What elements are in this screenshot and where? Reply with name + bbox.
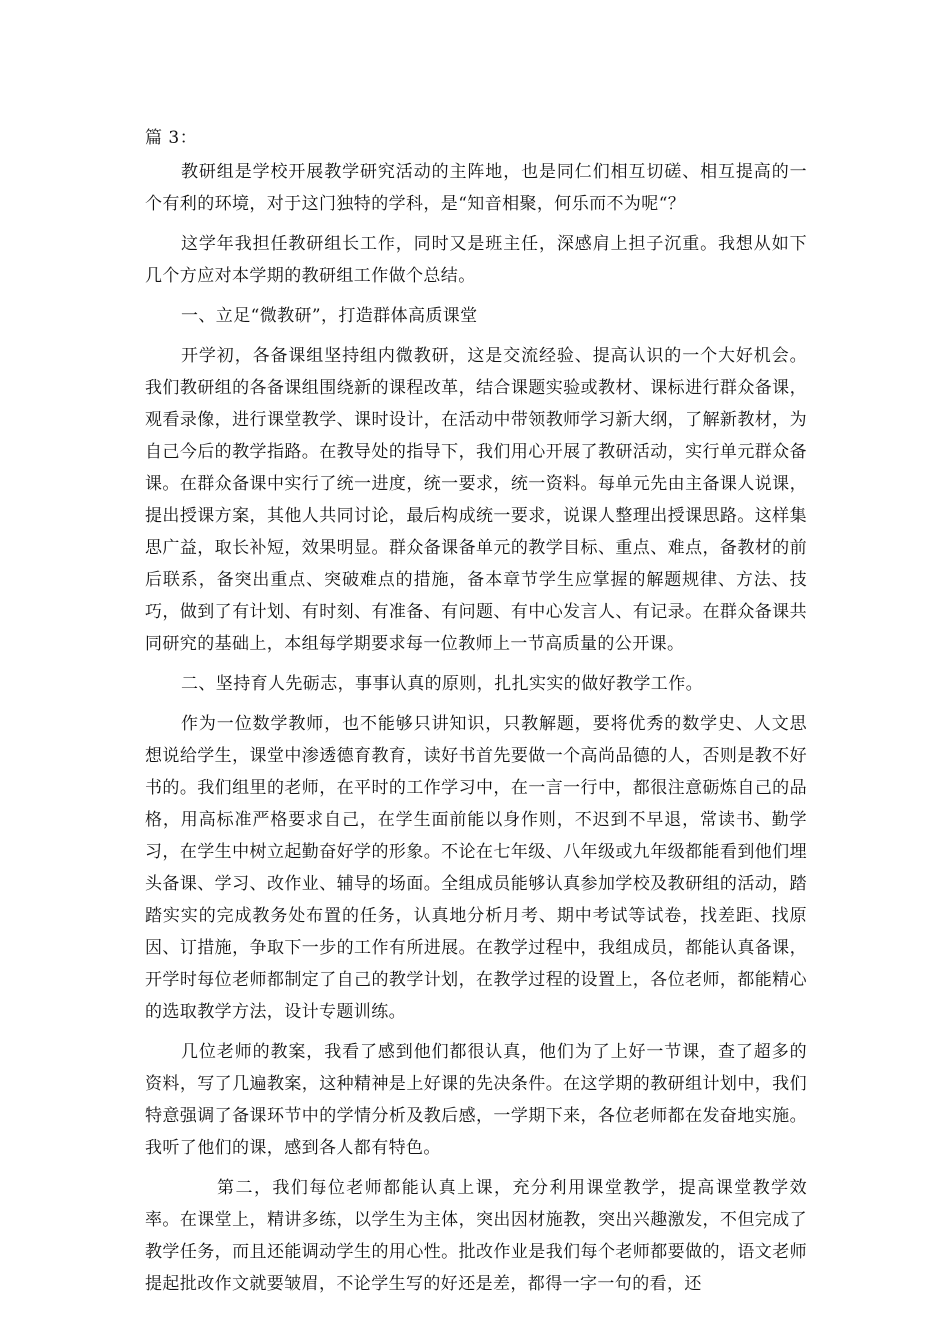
subheading-one: 一、立足“微教研”，打造群体高质课堂 [181, 306, 478, 326]
subheading-two: 二、坚持育人先砺志，事事认真的原则，扎扎实实的做好教学工作。 [181, 674, 703, 694]
paragraph-lesson-plans: 几位老师的教案，我看了感到他们都很认真，他们为了上好一节课，查了超多的资料，写了几遍教案，这种精神是上好课的先决条件。在这学期的教研组计划中，我们特意强调了备课环节中的学情分析及教后感，一学期下来，各位老师都在发奋地实施。我听了他们的课，感到各人都有特色。 [145, 1042, 807, 1158]
paragraph-intro: 教研组是学校开展教学研究活动的主阵地，也是同仁们相互切磋、相互提高的一个有利的环境，对于这门独特的学科，是“知音相聚，何乐而不为呢“？ [145, 162, 807, 214]
section-heading: 篇 3： [145, 128, 198, 148]
paragraph-micro-research: 开学初，各备课组坚持组内微教研，这是交流经验、提高认识的一个大好机会。我们教研组的各备课组围绕新的课程改革，结合课题实验或教材、课标进行群众备课，观看录像，进行课堂教学、课时设计，在活动中带领教师学习新大纲，了解新教材，为自己今后的教学指路。在教导处的指导下，我们用心开展了教研活动，实行单元群众备课。在群众备课中实行了统一进度，统一要求，统一资料。每单元先由主备课人说课，提出授课方案，其他人共同讨论，最后构成统一要求，说课人整理出授课思路。这样集思广益，取长补短，效果明显。群众备课备单元的教学目标、重点、难点，备教材的前后联系，备突出重点、突破难点的措施，备本章节学生应掌握的解题规律、方法、技巧，做到了有计划、有时刻、有准备、有问题、有中心发言人、有记录。在群众备课共同研究的基础上，本组每学期要求每一位教师上一节高质量的公开课。 [145, 346, 807, 654]
paragraph-classroom: 第二，我们每位老师都能认真上课，充分利用课堂教学，提高课堂教学效率。在课堂上，精讲多练，以学生为主体，突出因材施教，突出兴趣激发，不但完成了教学任务，而且还能调动学生的用心性。批改作业是我们每个老师都要做的，语文老师提起批改作文就要皱眉，不论学生写的好还是差，都得一字一句的看，还 [145, 1178, 807, 1294]
paragraph-teacher-conduct: 作为一位数学教师，也不能够只讲知识，只教解题，要将优秀的数学史、人文思想说给学生，课堂中渗透德育教育，读好书首先要做一个高尚品德的人，否则是教不好书的。我们组里的老师，在平时的工作学习中，在一言一行中，都很注意砺炼自己的品格，用高标准严格要求自己，在学生面前能以身作则，不迟到不早退，常读书、勤学习，在学生中树立起勤奋好学的形象。不论在七年级、八年级或九年级都能看到他们埋头备课、学习、改作业、辅导的场面。全组成员能够认真参加学校及教研组的活动，踏踏实实的完成教务处布置的任务，认真地分析月考、期中考试等试卷，找差距、找原因、订措施，争取下一步的工作有所进展。在教学过程中，我组成员，都能认真备课，开学时每位老师都制定了自己的教学计划，在教学过程的设置上，各位老师，都能精心的选取教学方法，设计专题训练。 [145, 714, 807, 1022]
paragraph-role: 这学年我担任教研组长工作，同时又是班主任，深感肩上担子沉重。我想从如下几个方应对本学期的教研组工作做个总结。 [145, 234, 807, 286]
document-page [145, 122, 807, 1308]
